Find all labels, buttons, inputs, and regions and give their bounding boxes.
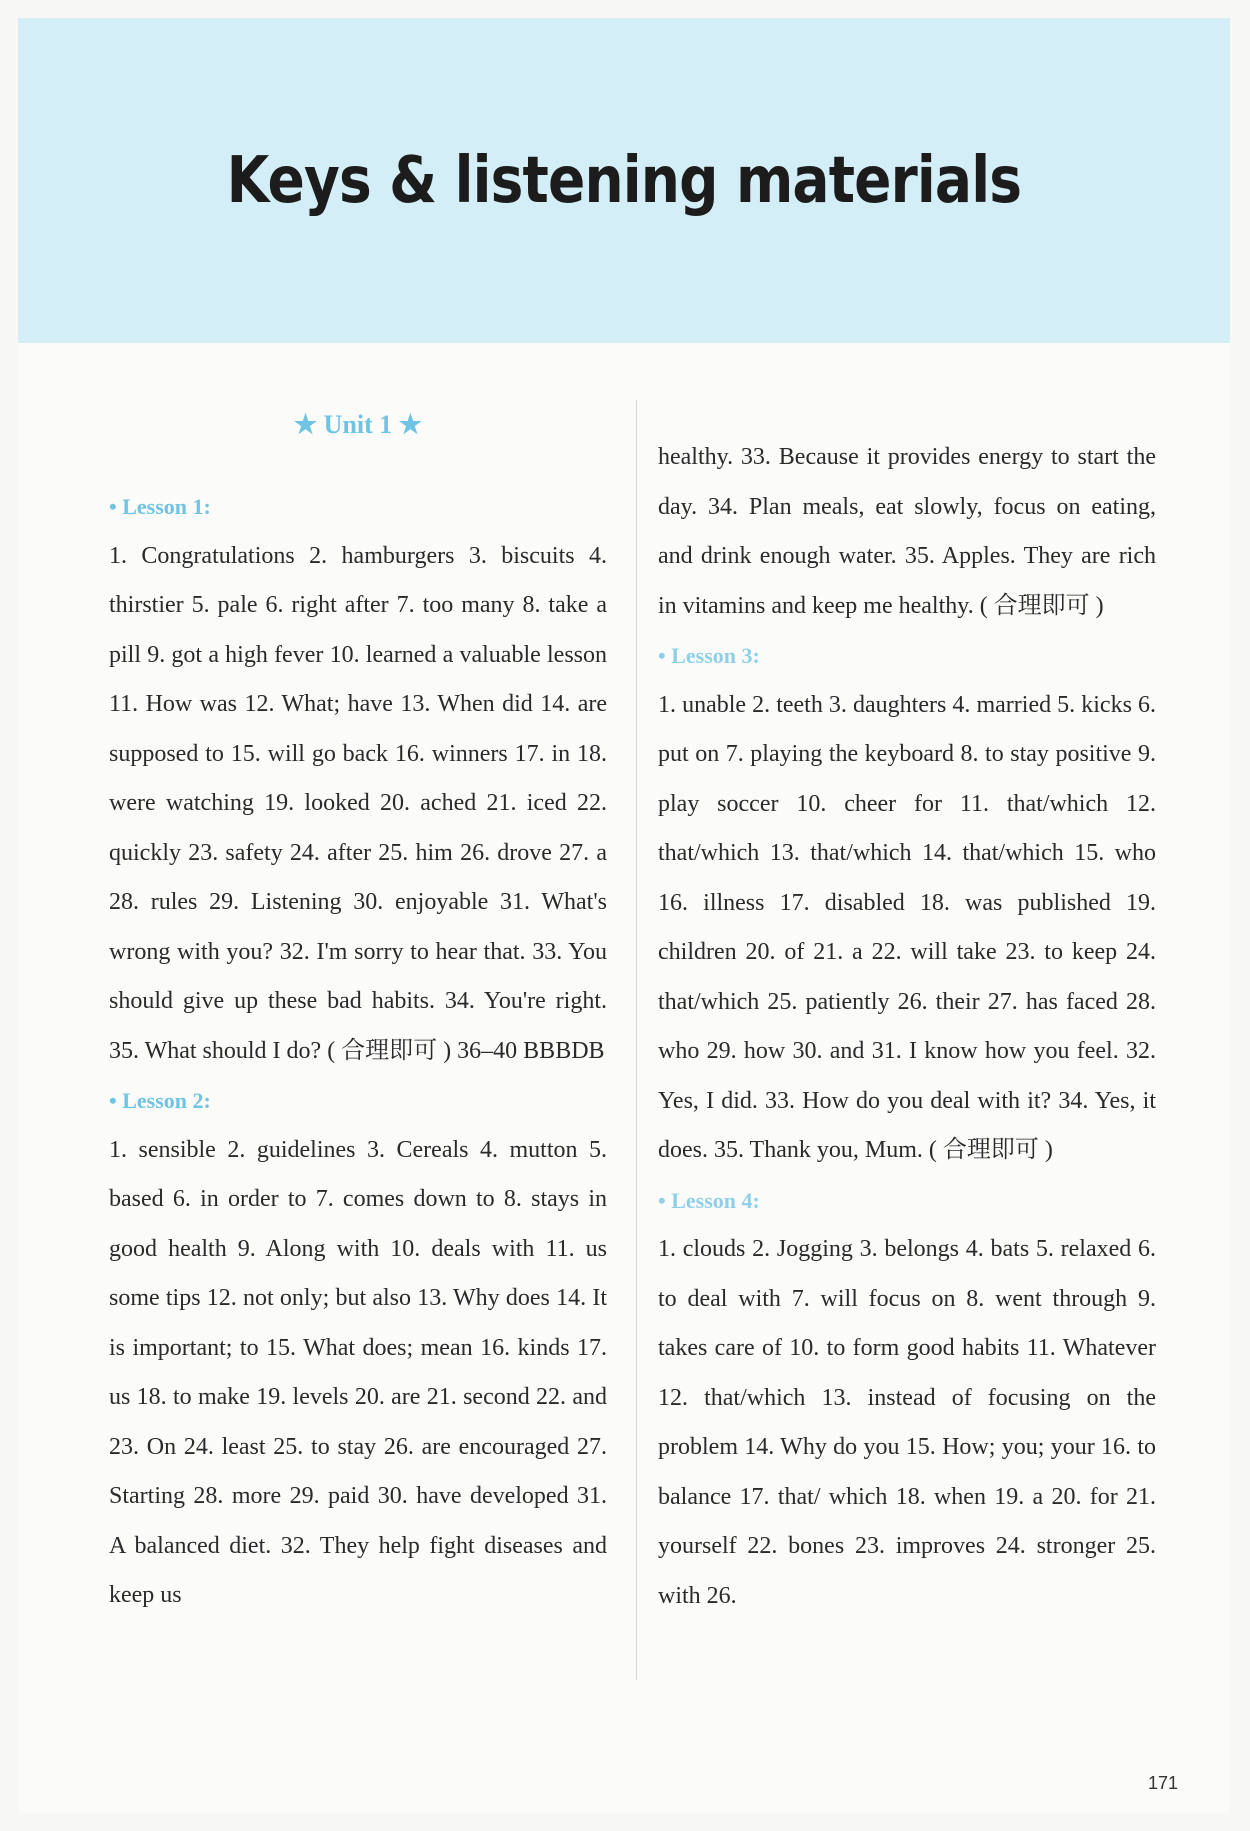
unit-heading: ★ Unit 1 ★ bbox=[293, 410, 423, 439]
page-title: Keys & listening materials bbox=[226, 143, 1022, 218]
lesson-3-heading: • Lesson 3: bbox=[658, 643, 760, 668]
page bbox=[18, 18, 1230, 1813]
lesson-3-answers: 1. unable 2. teeth 3. daughters 4. married 5. kicks 6. put on 7. playing the keyboard 8. to stay positive 9. play soccer 10. cheer for 11. that/which 12. that/which 13. that/which 14. that/which 15. who 16. illness 17. disabled 18. was published 19. children 20. of 21. a 22. will take 23. to keep 24. that/which 25. patiently 26. their 27. has faced 28. who 29. how 30. and 31. I know how you feel. 32. Yes, I did. 33. How do you deal with it? 34. Yes, it does. 35. Thank you, Mum. ( 合理即可 ) bbox=[658, 691, 1156, 1163]
lesson-2-answers: 1. sensible 2. guidelines 3. Cereals 4. mutton 5. based 6. in order to 7. comes down to 8. stays in good health 9. Along with 10. deals with 11. us some tips 12. not only; but also 13. Why does 14. It is important; to 15. What does; mean 16. kinds 17. us 18. to make 19. levels 20. are 21. second 22. and 23. On 24. least 25. to stay 26. are encouraged 27. Starting 28. more 29. paid 30. have developed 31. A balanced diet. 32. They help fight diseases and keep us bbox=[109, 1136, 607, 1608]
lesson-4-answers: 1. clouds 2. Jogging 3. belongs 4. bats 5. relaxed 6. to deal with 7. will focus on 8. went through 9. takes care of 10. to form good habits 11. Whatever 12. that/which 13. instead of focusing on the problem 14. Why do you 15. How; you; your 16. to balance 17. that/ which 18. when 19. a 20. for 21. yourself 22. bones 23. improves 24. stronger 25. with 26. bbox=[658, 1236, 1156, 1609]
column-divider bbox=[636, 400, 637, 1680]
left-column bbox=[109, 400, 607, 1621]
lesson-1-heading: • Lesson 1: bbox=[109, 494, 211, 519]
lesson-1-answers: 1. Congratulations 2. hamburgers 3. biscuits 4. thirstier 5. pale 6. right after 7. too many 8. take a pill 9. got a high fever 10. learned a valuable lesson 11. How was 12. What; have 13. When did 14. are supposed to 15. will go back 16. winners 17. in 18. were watching 19. looked 20. ached 21. iced 22. quickly 23. safety 24. after 25. him 26. drove 27. a 28. rules 29. Listening 30. enjoyable 31. What's wrong with you? 32. I'm sorry to hear that. 33. You should give up these bad habits. 34. You're right. 35. What should I do? ( 合理即可 ) 36–40 BBBDB bbox=[109, 542, 607, 1064]
lesson-2-heading: • Lesson 2: bbox=[109, 1088, 211, 1113]
right-column bbox=[658, 433, 1156, 1621]
page-number: 171 bbox=[1148, 1773, 1179, 1793]
header-band bbox=[18, 18, 1230, 343]
lesson-2-answers-continued: healthy. 33. Because it provides energy to start the day. 34. Plan meals, eat slowly, focus on eating, and drink enough water. 35. Apples. They are rich in vitamins and keep me healthy. ( 合理即可 ) bbox=[658, 444, 1156, 619]
lesson-4-heading: • Lesson 4: bbox=[658, 1187, 760, 1213]
